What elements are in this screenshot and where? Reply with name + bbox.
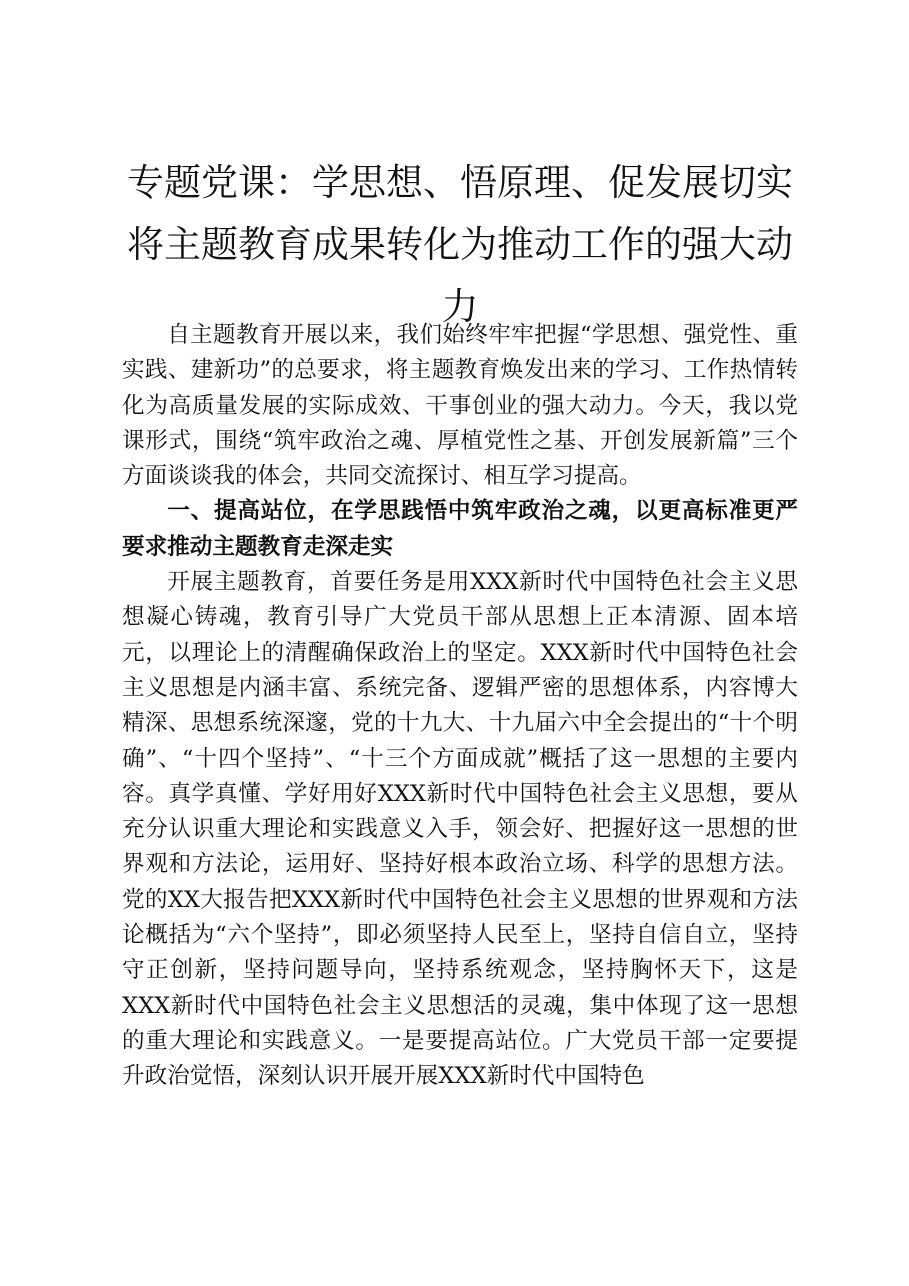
intro-paragraph: 自主题教育开展以来，我们始终牢牢把握“学思想、强党性、重实践、建新功”的总要求，将主题教育焕发出来的学习、工作热情转化为高质量发展的实际成效、干事创业的强大动力。今天，我以党课形式，围绕“筑牢政治之魂、厚植党性之基、开创发展新篇”三个方面谈谈我的体会，共同交流探讨、相互学习提高。	[122, 322, 798, 490]
section-1-paragraph: 开展主题教育，首要任务是用XXX新时代中国特色社会主义思想凝心铸魂，教育引导广大党员干部从思想上正本清源、固本培元，以理论上的清醒确保政治上的坚定。XXX新时代中国特色社会主义思想是内涵丰富、系统完备、逻辑严密的思想体系，内容博大精深、思想系统深邃，党的十九大、十九届六中全会提出的“十个明确”、“十四个坚持”、“十三个方面成就”概括了这一思想的主要内容。真学真懂、学好用好XXX新时代中国特色社会主义思想，要从充分认识重大理论和实践意义入手，领会好、把握好这一思想的世界观和方法论，运用好、坚持好根本政治立场、科学的思想方法。党的XX大报告把XXX新时代中国特色社会主义思想的世界观和方法论概括为“六个坚持”，即必须坚持人民至上，坚持自信自立，坚持守正创新，坚持问题导向，坚持系统观念，坚持胸怀天下，这是XXX新时代中国特色社会主义思想活的灵魂，集中体现了这一思想的重大理论和实践意义。一是要提高站位。广大党员干部一定要提升政治觉悟，深刻认识开展开展XXX新时代中国特色	[122, 569, 798, 1090]
section-heading-1: 一、提高站位，在学思践悟中筑牢政治之魂，以更高标准更严要求推动主题教育走深走实	[122, 498, 798, 560]
document-body	[122, 318, 798, 1095]
document-title: 专题党课：学思想、悟原理、促发展切实将主题教育成果转化为推动工作的强大动力	[127, 161, 793, 328]
